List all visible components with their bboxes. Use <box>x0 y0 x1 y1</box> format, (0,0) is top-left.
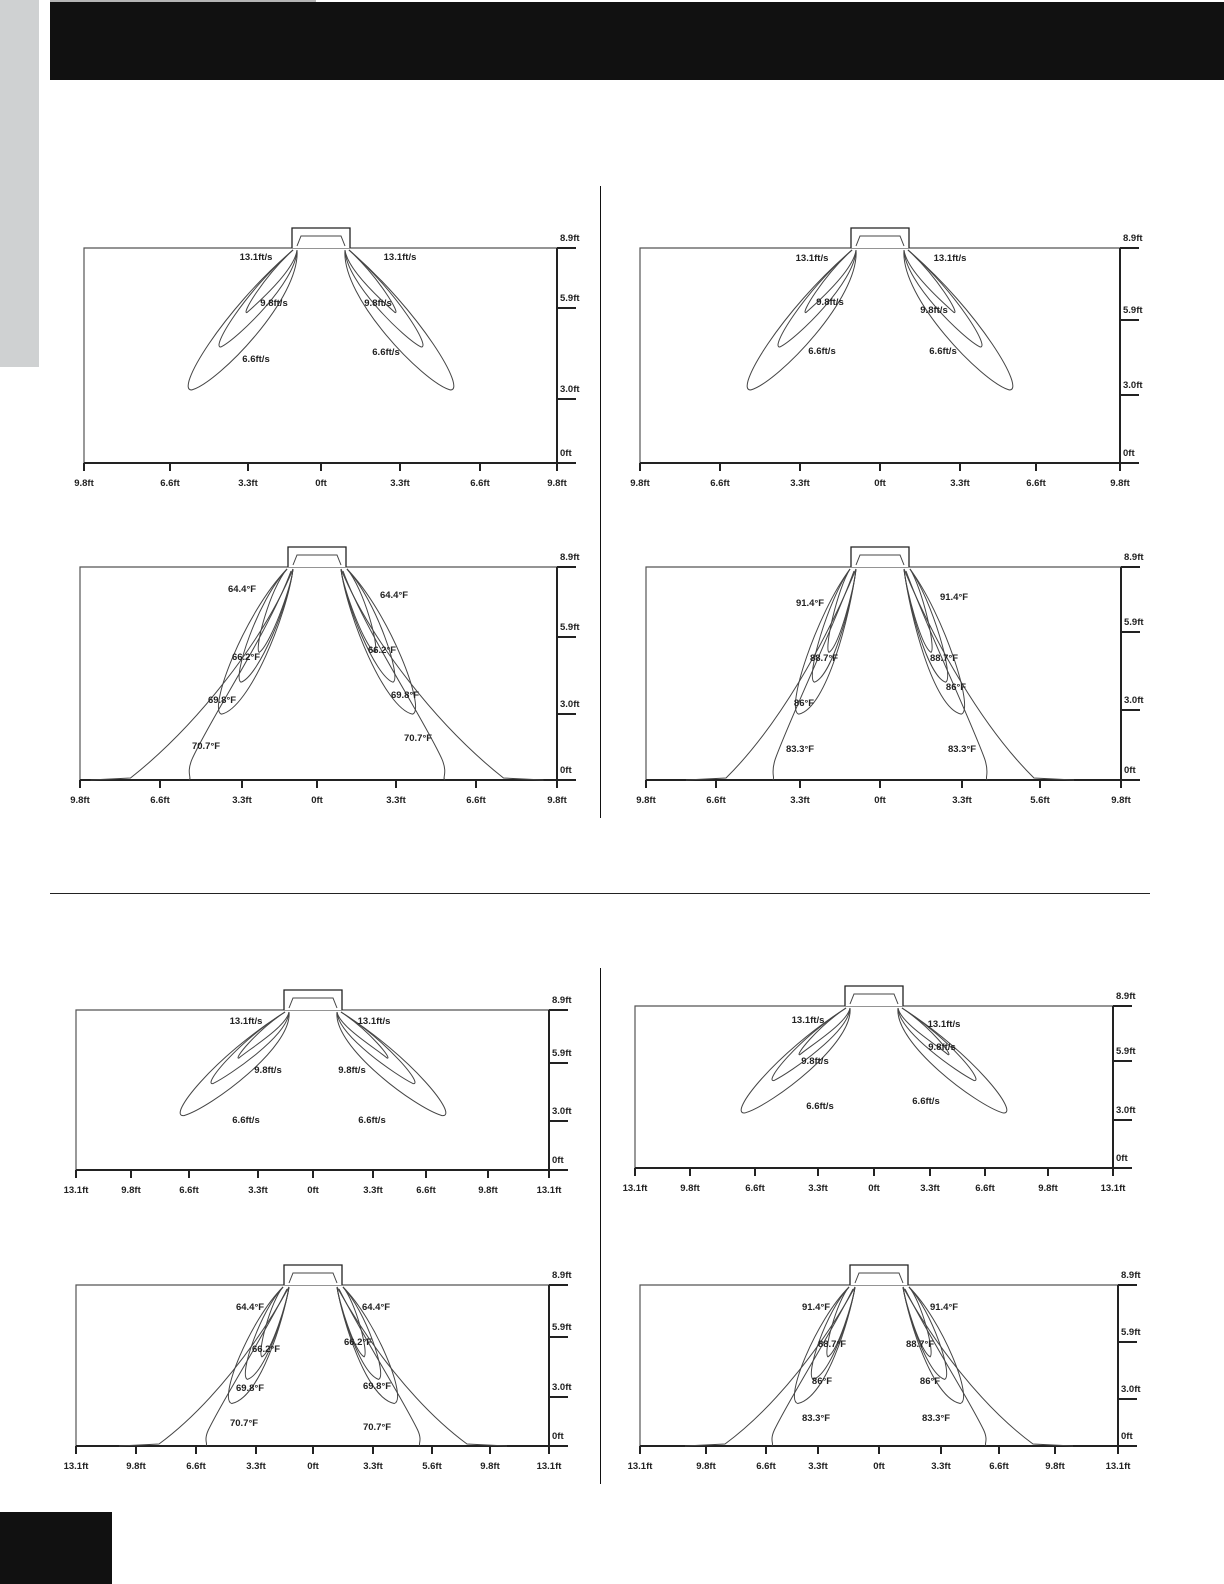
distance-tick-label: 9.8ft <box>680 1183 700 1194</box>
height-tick-label: 0ft <box>1124 765 1136 776</box>
height-tick-label: 8.9ft <box>1116 991 1136 1002</box>
velocity-contour <box>337 1012 446 1116</box>
distance-tick-label: 3.3ft <box>390 478 410 489</box>
height-tick-label: 5.9ft <box>1124 617 1144 628</box>
velocity-contour <box>747 250 856 390</box>
height-tick-label: 8.9ft <box>1124 552 1144 563</box>
distance-tick-label: 6.6ft <box>756 1461 776 1472</box>
contour-label: 91.4°F <box>795 598 825 609</box>
contour-label: 9.8ft/s <box>338 1065 366 1076</box>
contour-label: 86°F <box>919 1376 941 1387</box>
distance-tick-label: 3.3ft <box>790 795 810 806</box>
contour-label: 6.6ft/s <box>372 347 400 358</box>
distance-tick-label: 9.8ft <box>547 795 567 806</box>
distance-tick-label: 3.3ft <box>238 478 258 489</box>
distance-tick-label: 3.3ft <box>808 1183 828 1194</box>
velocity-contour <box>904 250 1013 390</box>
height-tick-label: 3.0ft <box>1124 695 1144 706</box>
height-tick-label: 0ft <box>552 1431 564 1442</box>
distance-tick-label: 3.3ft <box>950 478 970 489</box>
distance-tick-label: 9.8ft <box>630 478 650 489</box>
contour-label: 86°F <box>793 698 815 709</box>
distance-tick-label: 9.8ft <box>1038 1183 1058 1194</box>
contour-label: 70.7°F <box>229 1418 259 1429</box>
contour-label: 13.1ft/s <box>927 1019 961 1030</box>
velocity-contour <box>188 250 297 390</box>
temperature-contour <box>903 1287 947 1379</box>
contour-label: 64.4°F <box>227 584 257 595</box>
height-tick-label: 5.9ft <box>560 293 580 304</box>
height-tick-label: 8.9ft <box>1123 233 1143 244</box>
contour-label: 6.6ft/s <box>912 1096 940 1107</box>
temperature-contour <box>343 571 445 780</box>
distance-tick-label: 0ft <box>873 1461 885 1472</box>
distance-tick-label: 3.3ft <box>248 1185 268 1196</box>
velocity-contour <box>345 250 454 390</box>
distance-tick-label: 9.8ft <box>478 1185 498 1196</box>
contour-label: 13.1ft/s <box>357 1016 391 1027</box>
distance-tick-label: 13.1ft <box>1100 1183 1126 1194</box>
contour-label: 66.2°F <box>231 652 261 663</box>
contour-label: 88.7°F <box>817 1339 847 1350</box>
room-outline <box>646 567 1121 780</box>
distance-tick-label: 13.1ft <box>63 1185 89 1196</box>
height-tick-label: 5.9ft <box>1121 1327 1141 1338</box>
distance-tick-label: 9.8ft <box>696 1461 716 1472</box>
temperature-contour <box>245 1287 289 1379</box>
distance-tick-label: 6.6ft <box>150 795 170 806</box>
distance-tick-label: 13.1ft <box>1105 1461 1131 1472</box>
distance-tick-label: 0ft <box>315 478 327 489</box>
height-tick-label: 3.0ft <box>560 699 580 710</box>
distance-tick-label: 3.3ft <box>808 1461 828 1472</box>
contour-label: 69.8°F <box>362 1381 392 1392</box>
contour-label: 88.7°F <box>929 653 959 664</box>
height-tick-label: 8.9ft <box>560 233 580 244</box>
height-tick-label: 3.0ft <box>560 384 580 395</box>
contour-label: 70.7°F <box>191 741 221 752</box>
height-tick-label: 5.9ft <box>552 1048 572 1059</box>
contour-label: 6.6ft/s <box>929 346 957 357</box>
distance-tick-label: 3.3ft <box>232 795 252 806</box>
distance-tick-label: 0ft <box>307 1185 319 1196</box>
contour-label: 66.2°F <box>251 1344 281 1355</box>
distance-tick-label: 6.6ft <box>186 1461 206 1472</box>
distance-tick-label: 3.3ft <box>931 1461 951 1472</box>
height-tick-label: 0ft <box>1116 1153 1128 1164</box>
height-tick-label: 8.9ft <box>1121 1270 1141 1281</box>
distance-tick-label: 9.8ft <box>1045 1461 1065 1472</box>
contour-label: 83.3°F <box>785 744 815 755</box>
distance-tick-label: 0ft <box>874 795 886 806</box>
distance-tick-label: 5.6ft <box>1030 795 1050 806</box>
distance-tick-label: 3.3ft <box>363 1461 383 1472</box>
contour-label: 66.2°F <box>367 645 397 656</box>
contour-label: 66.2°F <box>343 1337 373 1348</box>
height-tick-label: 3.0ft <box>1121 1384 1141 1395</box>
distance-tick-label: 9.8ft <box>1110 478 1130 489</box>
diagram-d5 <box>64 990 573 1196</box>
contour-label: 91.4°F <box>801 1302 831 1313</box>
distance-tick-label: 6.6ft <box>470 478 490 489</box>
contour-label: 69.8°F <box>235 1383 265 1394</box>
distance-tick-label: 3.3ft <box>920 1183 940 1194</box>
distance-tick-label: 13.1ft <box>622 1183 648 1194</box>
contour-label: 83.3°F <box>921 1413 951 1424</box>
contour-label: 6.6ft/s <box>242 354 270 365</box>
height-tick-label: 0ft <box>560 765 572 776</box>
contour-label: 13.1ft/s <box>933 253 967 264</box>
contour-label: 86°F <box>945 682 967 693</box>
contour-label: 13.1ft/s <box>239 252 273 263</box>
contour-label: 6.6ft/s <box>358 1115 386 1126</box>
distance-tick-label: 9.8ft <box>121 1185 141 1196</box>
contour-label: 91.4°F <box>929 1302 959 1313</box>
height-tick-label: 3.0ft <box>552 1106 572 1117</box>
distance-tick-label: 6.6ft <box>745 1183 765 1194</box>
distance-tick-label: 9.8ft <box>636 795 656 806</box>
distance-tick-label: 6.6ft <box>1026 478 1046 489</box>
distance-tick-label: 9.8ft <box>480 1461 500 1472</box>
distance-tick-label: 0ft <box>874 478 886 489</box>
distance-tick-label: 3.3ft <box>386 795 406 806</box>
room-outline <box>76 1285 549 1446</box>
contour-label: 91.4°F <box>939 592 969 603</box>
height-tick-label: 3.0ft <box>1123 380 1143 391</box>
distance-tick-label: 6.6ft <box>710 478 730 489</box>
height-tick-label: 5.9ft <box>552 1322 572 1333</box>
height-tick-label: 5.9ft <box>1116 1046 1136 1057</box>
contour-label: 9.8ft/s <box>920 305 948 316</box>
diagram-d1 <box>74 228 580 489</box>
contour-label: 6.6ft/s <box>232 1115 260 1126</box>
contour-label: 64.4°F <box>361 1302 391 1313</box>
distance-tick-label: 9.8ft <box>70 795 90 806</box>
distance-tick-label: 13.1ft <box>627 1461 653 1472</box>
room-outline <box>84 248 557 463</box>
temperature-contour <box>337 1287 381 1379</box>
diagram-d7 <box>64 1265 573 1472</box>
height-tick-label: 0ft <box>552 1155 564 1166</box>
contour-label: 6.6ft/s <box>806 1101 834 1112</box>
distance-tick-label: 9.8ft <box>547 478 567 489</box>
distance-tick-label: 0ft <box>868 1183 880 1194</box>
contour-label: 9.8ft/s <box>801 1056 829 1067</box>
distance-tick-label: 6.6ft <box>989 1461 1009 1472</box>
height-tick-label: 0ft <box>560 448 572 459</box>
distance-tick-label: 6.6ft <box>160 478 180 489</box>
distance-tick-label: 0ft <box>307 1461 319 1472</box>
contour-label: 64.4°F <box>379 590 409 601</box>
velocity-contour <box>180 1012 289 1116</box>
contour-label: 13.1ft/s <box>383 252 417 263</box>
contour-label: 9.8ft/s <box>816 297 844 308</box>
diagram-d6 <box>623 986 1137 1194</box>
distance-tick-label: 9.8ft <box>126 1461 146 1472</box>
distance-tick-label: 13.1ft <box>536 1461 562 1472</box>
diagram-d4 <box>636 547 1144 806</box>
height-tick-label: 0ft <box>1121 1431 1133 1442</box>
contour-label: 9.8ft/s <box>260 298 288 309</box>
contour-label: 83.3°F <box>947 744 977 755</box>
contour-label: 70.7°F <box>403 733 433 744</box>
height-tick-label: 8.9ft <box>560 552 580 563</box>
height-tick-label: 3.0ft <box>1116 1105 1136 1116</box>
distance-tick-label: 3.3ft <box>790 478 810 489</box>
contour-label: 88.7°F <box>809 653 839 664</box>
room-outline <box>640 248 1120 463</box>
temperature-contour <box>811 1287 855 1379</box>
contour-label: 83.3°F <box>801 1413 831 1424</box>
height-tick-label: 8.9ft <box>552 1270 572 1281</box>
distance-tick-label: 0ft <box>311 795 323 806</box>
contour-label: 70.7°F <box>362 1422 392 1433</box>
contour-label: 13.1ft/s <box>795 253 829 264</box>
contour-label: 13.1ft/s <box>229 1016 263 1027</box>
height-tick-label: 8.9ft <box>552 995 572 1006</box>
diagram-d8 <box>628 1265 1142 1472</box>
distance-tick-label: 6.6ft <box>416 1185 436 1196</box>
distance-tick-label: 6.6ft <box>466 795 486 806</box>
contour-label: 9.8ft/s <box>364 298 392 309</box>
distance-tick-label: 9.8ft <box>74 478 94 489</box>
contour-label: 69.8°F <box>390 690 420 701</box>
distance-tick-label: 6.6ft <box>179 1185 199 1196</box>
distance-tick-label: 13.1ft <box>63 1461 89 1472</box>
room-outline <box>635 1006 1113 1168</box>
room-outline <box>640 1285 1118 1446</box>
height-tick-label: 5.9ft <box>1123 305 1143 316</box>
contour-label: 86°F <box>811 1376 833 1387</box>
distance-tick-label: 3.3ft <box>952 795 972 806</box>
distance-tick-label: 13.1ft <box>536 1185 562 1196</box>
contour-label: 69.8°F <box>207 695 237 706</box>
contour-label: 64.4°F <box>235 1302 265 1313</box>
contour-label: 13.1ft/s <box>791 1015 825 1026</box>
room-outline <box>80 567 557 780</box>
contour-label: 6.6ft/s <box>808 346 836 357</box>
contour-label: 88.7°F <box>905 1339 935 1350</box>
distance-tick-label: 6.6ft <box>706 795 726 806</box>
diagram-d3 <box>70 547 580 806</box>
contour-label: 9.8ft/s <box>928 1042 956 1053</box>
contour-label: 9.8ft/s <box>254 1065 282 1076</box>
distance-tick-label: 3.3ft <box>363 1185 383 1196</box>
distance-tick-label: 3.3ft <box>246 1461 266 1472</box>
distance-tick-label: 5.6ft <box>422 1461 442 1472</box>
room-outline <box>76 1010 549 1170</box>
height-tick-label: 0ft <box>1123 448 1135 459</box>
height-tick-label: 5.9ft <box>560 622 580 633</box>
distance-tick-label: 6.6ft <box>975 1183 995 1194</box>
height-tick-label: 3.0ft <box>552 1382 572 1393</box>
distance-tick-label: 9.8ft <box>1111 795 1131 806</box>
diagram-d2 <box>630 228 1143 489</box>
